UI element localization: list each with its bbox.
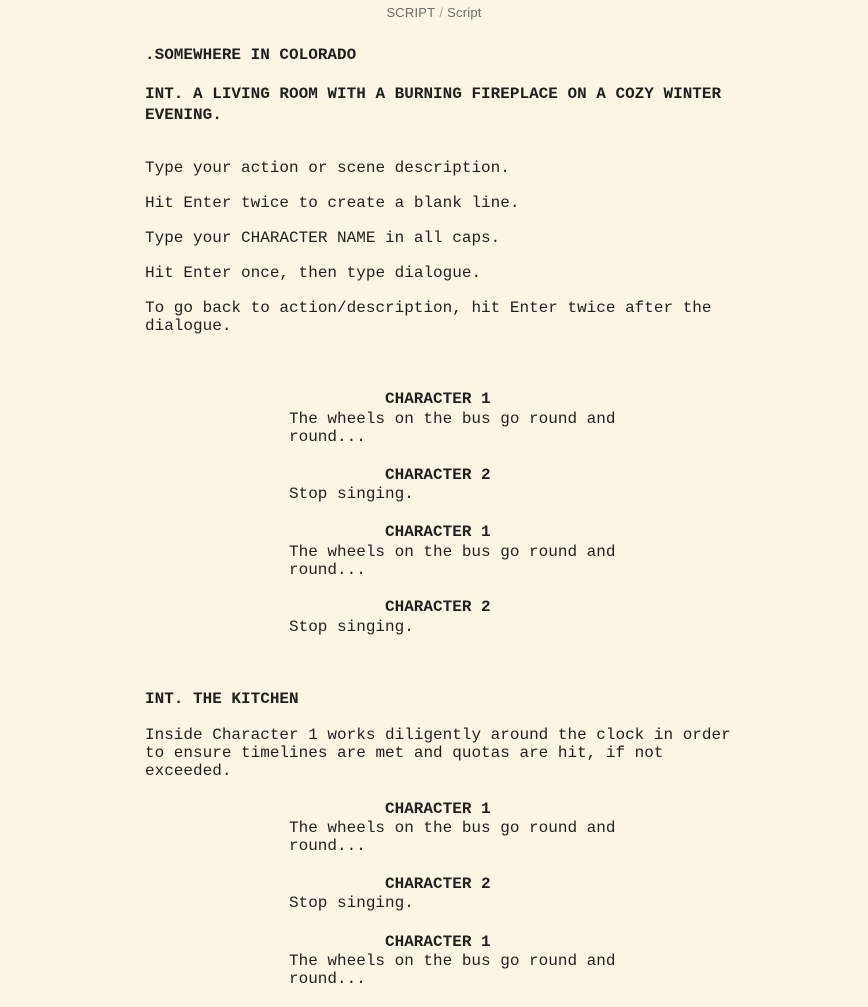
character-name[interactable]: CHARACTER 2 [385, 598, 491, 616]
action-line[interactable]: To go back to action/description, hit Enter twice after the dialogue. [145, 299, 722, 335]
character-name[interactable]: CHARACTER 2 [385, 466, 491, 484]
dialogue-line[interactable]: The wheels on the bus go round and round... [289, 819, 626, 855]
character-name[interactable]: CHARACTER 1 [385, 523, 491, 541]
character-name[interactable]: CHARACTER 1 [385, 390, 491, 408]
character-name[interactable]: CHARACTER 2 [385, 875, 491, 893]
action-line[interactable]: Type your action or scene description. [145, 159, 510, 177]
dialogue-line[interactable]: The wheels on the bus go round and round... [289, 543, 626, 579]
scene-heading[interactable]: INT. A LIVING ROOM WITH A BURNING FIREPLACE ON A COZY WINTER EVENING. [145, 85, 731, 124]
action-line[interactable]: Inside Character 1 works diligently around the clock in order to ensure timelines are met and quotas are hit, if not exceeded. [145, 726, 741, 780]
dialogue-line[interactable]: The wheels on the bus go round and round... [289, 410, 626, 446]
breadcrumb-section[interactable]: SCRIPT [386, 5, 436, 20]
script-editor[interactable] [145, 46, 745, 988]
scene-heading[interactable]: INT. THE KITCHEN [145, 690, 299, 708]
action-line[interactable]: Type your CHARACTER NAME in all caps. [145, 229, 501, 247]
document-title[interactable]: Script [447, 5, 482, 20]
action-line[interactable]: Hit Enter twice to create a blank line. [145, 194, 520, 212]
breadcrumb-separator: / [439, 5, 444, 20]
action-line[interactable]: Hit Enter once, then type dialogue. [145, 264, 482, 282]
scene-heading[interactable]: .SOMEWHERE IN COLORADO [145, 46, 357, 64]
dialogue-line[interactable]: Stop singing. [289, 485, 414, 503]
dialogue-line[interactable]: The wheels on the bus go round and round... [289, 952, 626, 988]
dialogue-line[interactable]: Stop singing. [289, 894, 414, 912]
dialogue-line[interactable]: Stop singing. [289, 618, 414, 636]
character-name[interactable]: CHARACTER 1 [385, 933, 491, 951]
breadcrumb [0, 5, 868, 20]
character-name[interactable]: CHARACTER 1 [385, 800, 491, 818]
